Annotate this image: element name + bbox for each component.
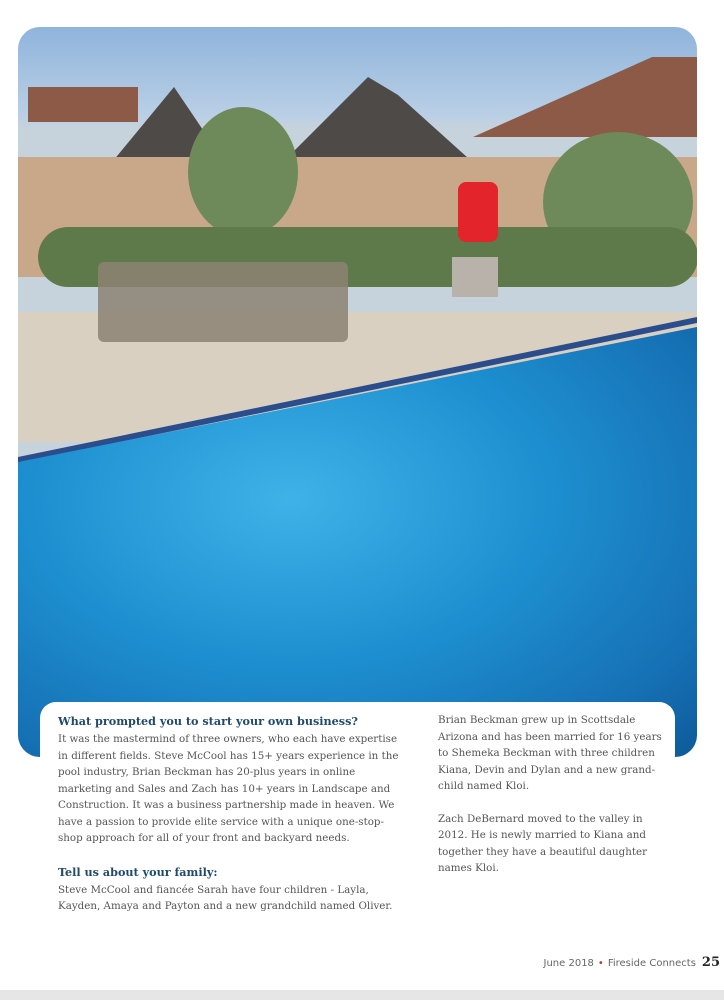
article-column-right (438, 712, 668, 877)
patio-furniture (98, 262, 348, 342)
mountain (278, 77, 478, 167)
page-number: 25 (701, 955, 720, 970)
pool-photo (18, 27, 697, 757)
answer-paragraph: It was the mastermind of three owners, who each have expertise in different fields. Steve McCool has 15+ years experience in the pool industry, Brian Beckman has 20-plus years in online marketing and Sales and Zach has 10+ years in Landscape and Construction. It was a business partnership made in heaven. We have a passion to provide elite service with a unique one-stop-shop approach for all of your front and backyard needs. (58, 733, 399, 844)
question-heading: Tell us about your family: (58, 864, 218, 879)
page-footer (544, 955, 720, 970)
paragraph: Zach DeBernard moved to the valley in 2012. He is newly married to Kiana and together they have a beautiful daughter names Kloi. (438, 812, 648, 874)
person (458, 182, 498, 242)
paragraph: Brian Beckman grew up in Scottsdale Arizona and has been married for 16 years to Shemeka Beckman with three children Kiana, Devin and Dylan and a new grand-child named Kloi. (438, 714, 662, 792)
roof (473, 57, 697, 137)
article-column-left (58, 712, 408, 915)
separator: • (597, 958, 604, 969)
answer-paragraph: Steve McCool and fiancée Sarah have four children - Layla, Kayden, Amaya and Payton and a new grandchild named Oliver. (58, 883, 393, 912)
person-shorts (452, 257, 498, 297)
bottom-bar (0, 990, 724, 1000)
question-heading: What prompted you to start your own business? (58, 714, 358, 728)
issue-date: June 2018 (543, 958, 594, 969)
tree (188, 107, 298, 237)
publication-name: Fireside Connects (607, 958, 696, 969)
roof (28, 87, 138, 122)
